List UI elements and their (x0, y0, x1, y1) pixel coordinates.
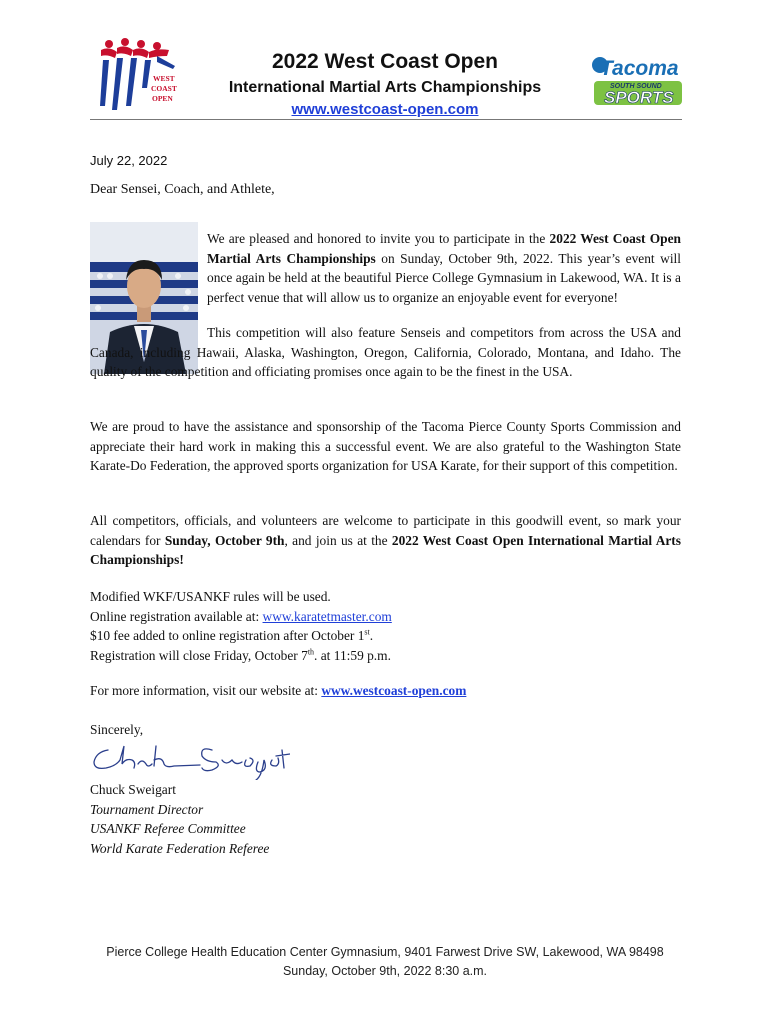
signer-title-wkf: World Karate Federation Referee (90, 840, 270, 856)
logo-text-south-sound: SOUTH SOUND (610, 83, 662, 90)
letter-date: July 22, 2022 (90, 153, 168, 168)
salutation: Dear Sensei, Coach, and Athlete, (90, 182, 275, 197)
signer-name: Chuck Sweigart (90, 782, 176, 797)
footer-venue: Pierce College Health Education Center Gymnasium, 9401 Farwest Drive SW, Lakewood, WA 98498 (106, 945, 664, 959)
rules-line: Modified WKF/USANKF rules will be used. (90, 589, 331, 604)
footer-website-link[interactable]: www.westcoast-open.com (321, 683, 467, 698)
fee-line: $10 fee added to online registration after October 1st. (90, 627, 374, 644)
signer-block (90, 780, 269, 858)
event-subtitle: International Martial Arts Championships (228, 79, 542, 96)
registration-close-line: Registration will close Friday, October 7th. at 11:59 p.m. (90, 647, 391, 663)
signer-title-committee: USANKF Referee Committee (90, 821, 246, 837)
logo-text-open: OPEN (152, 94, 173, 103)
logo-text-sports: SPORTS (604, 88, 674, 107)
paragraph-sponsorship: We are proud to have the assistance and sponsorship of the Tacoma Pierce County Sports Commission and appreciate their hard work in making this a successful event. We are also grateful to the Washington State Karate-Do Federation, the approved sports organization for USA Karate, for their support of this competition. (90, 419, 681, 474)
footer (0, 943, 770, 981)
signature (90, 738, 290, 780)
footer-date: Sunday, October 9th, 2022 8:30 a.m. (282, 964, 488, 978)
closing: Sincerely, (90, 722, 144, 737)
karatemaster-link[interactable]: www.karatetmaster.com (262, 608, 392, 624)
event-title: 2022 West Coast Open (271, 50, 499, 73)
registration-details (90, 587, 392, 665)
online-registration-line: Online registration available at: www.karatetmaster.com (90, 608, 392, 624)
paragraph-competitors: This competition will also feature Senseis and competitors from across the USA and Canada, including Hawaii, Alaska, Washington, Oregon, California, Colorado, Montana, and Idaho. The quality of the competition and officiating promises once again to be the finest in the USA. (90, 325, 681, 380)
logo-text-coast: COAST (151, 84, 177, 93)
paragraph-welcome: All competitors, officials, and volunteers are welcome to participate in this goodwill event, so mark your calendars for Sunday, October 9th, and join us at the 2022 West Coast Open International Martial Arts Championships! (90, 513, 681, 568)
paragraph-invitation: We are pleased and honored to invite you to participate in the 2022 West Coast Open Martial Arts Championships on Sunday, October 9th, 2022. This year’s event will once again be held at the beautiful Pierce College Gymnasium in Lakewood, WA. It is a perfect venue that will allow us to organize an enjoyable event for everyone! (207, 231, 681, 305)
header-divider (90, 119, 682, 120)
header-website-link[interactable]: www.westcoast-open.com (291, 101, 479, 118)
logo-text-west: WEST (153, 74, 175, 83)
logo-text-tacoma: Tacoma (600, 57, 679, 80)
more-info-line: For more information, visit our website at: www.westcoast-open.com (90, 683, 467, 698)
signer-title-director: Tournament Director (90, 801, 204, 817)
